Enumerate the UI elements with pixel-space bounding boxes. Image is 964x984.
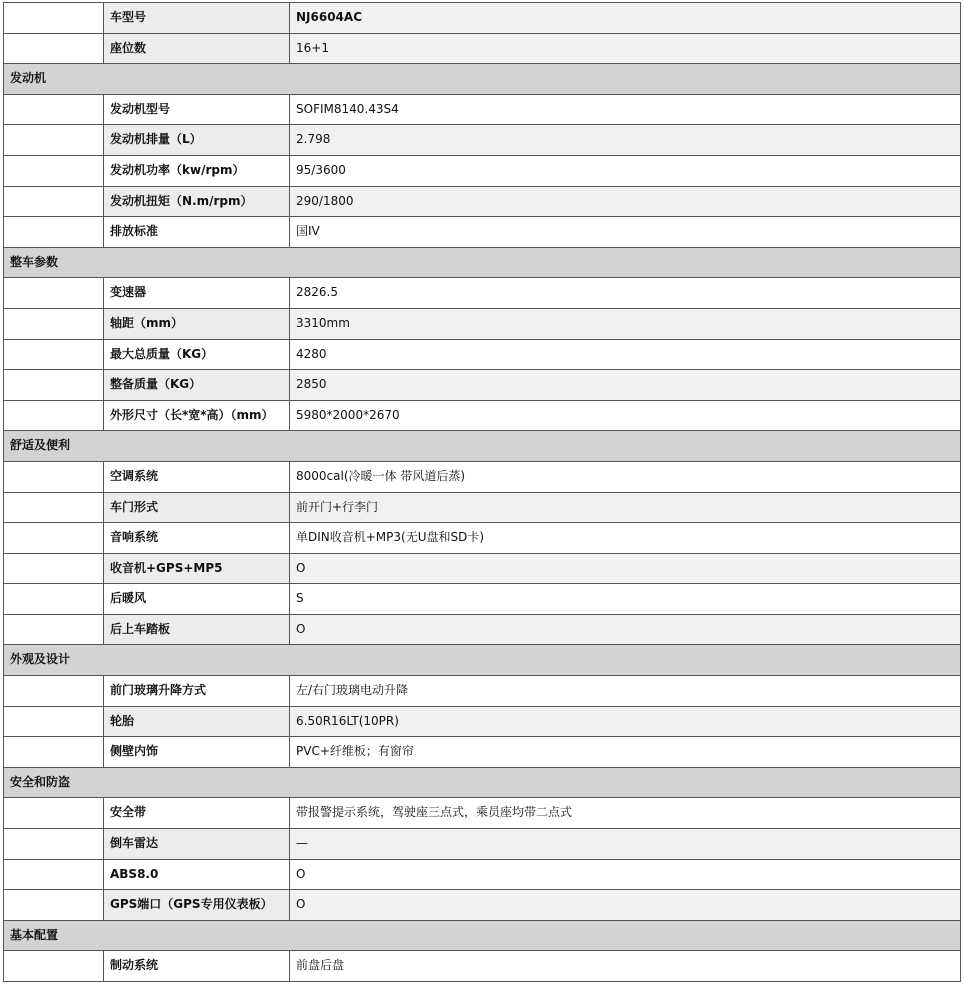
spec-label: 车门形式	[104, 492, 290, 523]
spec-label: 后暖风	[104, 584, 290, 615]
spec-label: 制动系统	[104, 951, 290, 982]
spec-value: 95/3600	[290, 155, 961, 186]
section-title: 发动机	[4, 64, 961, 95]
spec-value: —	[290, 829, 961, 860]
spec-value: 前开门+行李门	[290, 492, 961, 523]
spec-row	[4, 890, 961, 921]
spec-row	[4, 125, 961, 156]
spec-label: 侧壁内饰	[104, 737, 290, 768]
spec-value: NJ6604AC	[290, 3, 961, 34]
spec-value: 4280	[290, 339, 961, 370]
section-title: 整车参数	[4, 247, 961, 278]
spec-indent-cell	[4, 553, 104, 584]
spec-row	[4, 798, 961, 829]
spec-value: 左/右门玻璃电动升降	[290, 676, 961, 707]
spec-indent-cell	[4, 217, 104, 248]
section-title: 舒适及便利	[4, 431, 961, 462]
section-header-row	[4, 64, 961, 95]
spec-indent-cell	[4, 308, 104, 339]
spec-indent-cell	[4, 890, 104, 921]
spec-label: 座位数	[104, 33, 290, 64]
spec-label: 发动机型号	[104, 94, 290, 125]
spec-indent-cell	[4, 33, 104, 64]
spec-value: 单DIN收音机+MP3(无U盘和SD卡)	[290, 523, 961, 554]
spec-table	[3, 2, 961, 982]
spec-label: GPS端口（GPS专用仪表板）	[104, 890, 290, 921]
spec-row	[4, 706, 961, 737]
spec-row	[4, 614, 961, 645]
spec-row	[4, 3, 961, 34]
spec-value: S	[290, 584, 961, 615]
spec-value: SOFIM8140.43S4	[290, 94, 961, 125]
spec-indent-cell	[4, 155, 104, 186]
section-title: 安全和防盗	[4, 767, 961, 798]
spec-indent-cell	[4, 614, 104, 645]
spec-label: 轮胎	[104, 706, 290, 737]
spec-row	[4, 859, 961, 890]
spec-row	[4, 553, 961, 584]
spec-row	[4, 308, 961, 339]
spec-value: PVC+纤维板；有窗帘	[290, 737, 961, 768]
spec-label: 发动机排量（L）	[104, 125, 290, 156]
spec-row	[4, 492, 961, 523]
spec-indent-cell	[4, 339, 104, 370]
spec-row	[4, 951, 961, 982]
spec-label: 最大总质量（KG）	[104, 339, 290, 370]
spec-label: 车型号	[104, 3, 290, 34]
spec-indent-cell	[4, 859, 104, 890]
spec-label: 后上车踏板	[104, 614, 290, 645]
spec-row	[4, 461, 961, 492]
spec-label: 发动机功率（kw/rpm）	[104, 155, 290, 186]
section-header-row	[4, 431, 961, 462]
spec-indent-cell	[4, 829, 104, 860]
spec-indent-cell	[4, 400, 104, 431]
spec-value: 2.798	[290, 125, 961, 156]
spec-row	[4, 676, 961, 707]
spec-indent-cell	[4, 584, 104, 615]
spec-row	[4, 186, 961, 217]
spec-row	[4, 737, 961, 768]
spec-label: ABS8.0	[104, 859, 290, 890]
spec-value: 3310mm	[290, 308, 961, 339]
spec-row	[4, 217, 961, 248]
spec-value: O	[290, 859, 961, 890]
spec-row	[4, 523, 961, 554]
spec-row	[4, 584, 961, 615]
spec-label: 整备质量（KG）	[104, 370, 290, 401]
spec-value: 前盘后盘	[290, 951, 961, 982]
spec-row	[4, 94, 961, 125]
spec-label: 音响系统	[104, 523, 290, 554]
spec-indent-cell	[4, 94, 104, 125]
spec-label: 变速器	[104, 278, 290, 309]
spec-label: 排放标准	[104, 217, 290, 248]
spec-value: O	[290, 614, 961, 645]
spec-indent-cell	[4, 492, 104, 523]
spec-value: 16+1	[290, 33, 961, 64]
section-title: 基本配置	[4, 920, 961, 951]
spec-indent-cell	[4, 951, 104, 982]
spec-label: 轴距（mm）	[104, 308, 290, 339]
spec-indent-cell	[4, 278, 104, 309]
spec-label: 安全带	[104, 798, 290, 829]
spec-indent-cell	[4, 186, 104, 217]
spec-label: 外形尺寸（长*宽*高）（mm）	[104, 400, 290, 431]
spec-label: 空调系统	[104, 461, 290, 492]
spec-indent-cell	[4, 676, 104, 707]
spec-label: 发动机扭矩（N.m/rpm）	[104, 186, 290, 217]
spec-value: 国IV	[290, 217, 961, 248]
spec-value: 带报警提示系统，驾驶座三点式，乘员座均带二点式	[290, 798, 961, 829]
spec-row	[4, 829, 961, 860]
spec-row	[4, 33, 961, 64]
section-header-row	[4, 767, 961, 798]
spec-value: 2826.5	[290, 278, 961, 309]
spec-value: 2850	[290, 370, 961, 401]
spec-value: 8000cal(冷暖一体 带风道后蒸)	[290, 461, 961, 492]
spec-indent-cell	[4, 3, 104, 34]
spec-value: 6.50R16LT(10PR)	[290, 706, 961, 737]
section-header-row	[4, 247, 961, 278]
spec-indent-cell	[4, 706, 104, 737]
spec-table-body	[4, 3, 961, 982]
spec-value: 290/1800	[290, 186, 961, 217]
spec-indent-cell	[4, 125, 104, 156]
spec-row	[4, 400, 961, 431]
spec-indent-cell	[4, 523, 104, 554]
spec-indent-cell	[4, 798, 104, 829]
spec-indent-cell	[4, 461, 104, 492]
spec-row	[4, 278, 961, 309]
spec-row	[4, 339, 961, 370]
spec-value: 5980*2000*2670	[290, 400, 961, 431]
section-title: 外观及设计	[4, 645, 961, 676]
spec-row	[4, 370, 961, 401]
spec-label: 倒车雷达	[104, 829, 290, 860]
spec-label: 前门玻璃升降方式	[104, 676, 290, 707]
spec-indent-cell	[4, 737, 104, 768]
spec-value: O	[290, 553, 961, 584]
section-header-row	[4, 645, 961, 676]
section-header-row	[4, 920, 961, 951]
spec-value: O	[290, 890, 961, 921]
spec-row	[4, 155, 961, 186]
spec-label: 收音机+GPS+MP5	[104, 553, 290, 584]
spec-indent-cell	[4, 370, 104, 401]
